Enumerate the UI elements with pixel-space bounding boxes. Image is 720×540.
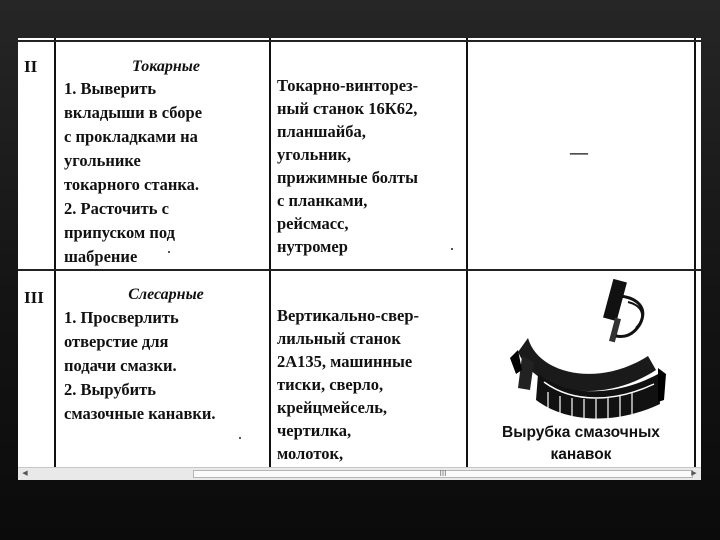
section-title: Токарные (132, 58, 200, 75)
scrollbar-grip: III (439, 469, 447, 478)
table-border-col3 (466, 38, 468, 468)
row-number: II (24, 57, 38, 76)
scroll-left-icon[interactable]: ◀ (22, 469, 28, 477)
table-border-left (54, 38, 56, 468)
scan-speck (168, 251, 170, 253)
table-row-divider (18, 269, 701, 271)
table-border-right (694, 38, 696, 468)
table-border-col2 (269, 38, 271, 468)
row-number: III (24, 288, 44, 307)
scan-speck (451, 248, 453, 250)
chisel-bearing-icon (508, 278, 668, 428)
operations-text: 1. Просверлить отверстие для подачи смазки. 2. Вырубить смазочные канавки. (64, 308, 216, 423)
scroll-right-icon[interactable]: ▶ (691, 469, 697, 477)
horizontal-scrollbar[interactable] (18, 467, 701, 480)
equipment-text: Токарно-винторез- ный станок 16К62, планшайба, угольник, прижимные болты с планками, рейсмасс, нутромер (277, 76, 419, 256)
operations-text: 1. Выверить вкладыши в сборе с прокладками на угольнике токарного станка. 2. Расточить с припуском под шабрение (64, 79, 203, 266)
illustration-placeholder: — (570, 142, 588, 162)
table-row-top-border (18, 40, 701, 42)
equipment-text: Вертикально-свер- лильный станок 2А135, машинные тиски, сверло, крейцмейсель, чертилка, молоток, (277, 306, 420, 463)
illustration-caption: Вырубка смазочных канавок (502, 424, 660, 463)
scan-speck (239, 437, 241, 439)
section-title: Слесарные (128, 286, 204, 303)
scrollbar-thumb[interactable] (193, 470, 693, 478)
document-page (18, 38, 701, 480)
